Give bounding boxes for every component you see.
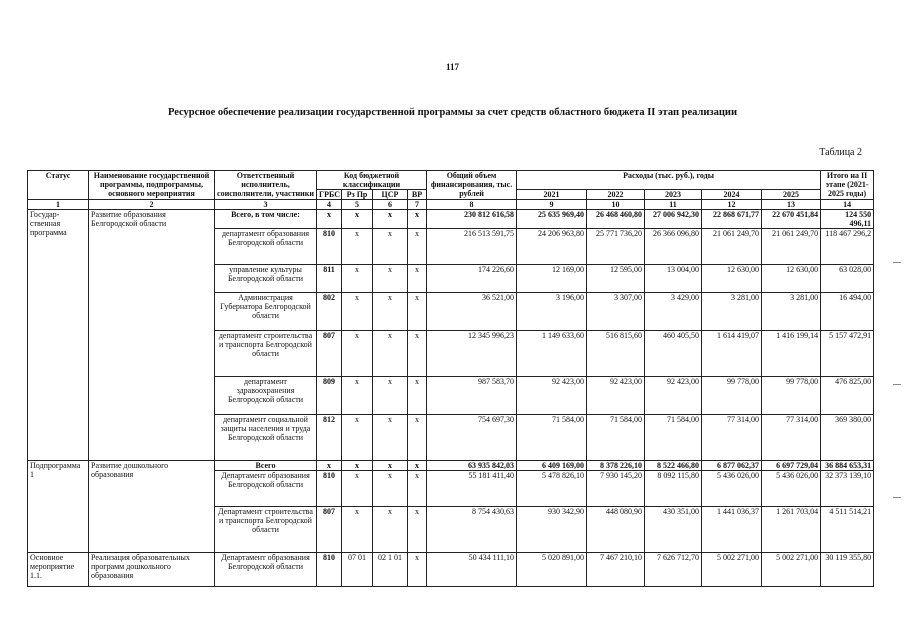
row-rz-pr: х [342, 471, 373, 507]
row-2024: 5 002 271,00 [702, 553, 762, 587]
row-rz-pr: х [342, 507, 373, 553]
row-executor: Всего [215, 461, 317, 471]
row-2022: 3 307,00 [587, 293, 645, 331]
row-2022: 71 584,00 [587, 415, 645, 461]
row-vr: х [408, 377, 427, 415]
row-total-volume: 63 935 842,03 [427, 461, 517, 471]
row-csr: х [373, 377, 408, 415]
row-vr: х [408, 229, 427, 265]
row-total-volume: 987 583,70 [427, 377, 517, 415]
row-2021: 25 635 969,40 [517, 210, 587, 229]
row-csr: х [373, 507, 408, 553]
row-2024: 21 061 249,70 [702, 229, 762, 265]
row-2024: 22 868 671,77 [702, 210, 762, 229]
row-2025: 99 778,00 [762, 377, 821, 415]
row-2021: 5 020 891,00 [517, 553, 587, 587]
row-2023: 460 405,50 [645, 331, 702, 377]
column-number: 6 [373, 200, 408, 210]
row-2021: 24 206 963,80 [517, 229, 587, 265]
row-stage-total: 476 825,00 [821, 377, 874, 415]
row-grbs: 807 [317, 507, 342, 553]
row-2024: 6 877 062,37 [702, 461, 762, 471]
column-number: 2 [89, 200, 215, 210]
row-grbs: 802 [317, 293, 342, 331]
row-2023: 8 522 466,80 [645, 461, 702, 471]
row-total-volume: 8 754 430,63 [427, 507, 517, 553]
row-2024: 77 314,00 [702, 415, 762, 461]
header-2025: 2025 [762, 190, 821, 200]
row-2021: 71 584,00 [517, 415, 587, 461]
row-2023: 430 351,00 [645, 507, 702, 553]
table-row [28, 461, 874, 471]
row-2023: 8 092 115,80 [645, 471, 702, 507]
row-vr: х [408, 471, 427, 507]
row-vr: х [408, 461, 427, 471]
row-2023: 92 423,00 [645, 377, 702, 415]
row-rz-pr: х [342, 265, 373, 293]
row-vr: х [408, 415, 427, 461]
column-number: 11 [645, 200, 702, 210]
column-number: 10 [587, 200, 645, 210]
row-grbs: 807 [317, 331, 342, 377]
header-rz-pr: Рз Пр [342, 190, 373, 200]
row-2025: 12 630,00 [762, 265, 821, 293]
row-2022: 8 378 226,10 [587, 461, 645, 471]
row-executor: Департамент образования Белгородской области [215, 553, 317, 587]
row-executor: департамент образования Белгородской области [215, 229, 317, 265]
row-2025: 3 281,00 [762, 293, 821, 331]
row-stage-total: 32 373 139,10 [821, 471, 874, 507]
column-number: 14 [821, 200, 874, 210]
row-2022: 25 771 736,20 [587, 229, 645, 265]
margin-mark [893, 262, 901, 263]
column-number: 9 [517, 200, 587, 210]
row-stage-total: 4 511 514,21 [821, 507, 874, 553]
column-number-row [28, 200, 874, 210]
row-2025: 21 061 249,70 [762, 229, 821, 265]
row-2021: 5 478 826,10 [517, 471, 587, 507]
table-row [28, 210, 874, 229]
row-2025: 6 697 729,04 [762, 461, 821, 471]
row-2021: 3 196,00 [517, 293, 587, 331]
row-2023: 27 006 942,30 [645, 210, 702, 229]
row-2023: 7 626 712,70 [645, 553, 702, 587]
row-stage-total: 16 494,00 [821, 293, 874, 331]
margin-mark [893, 497, 901, 498]
row-rz-pr: х [342, 415, 373, 461]
row-status: Основное мероприятие 1.1. [28, 553, 89, 587]
row-total-volume: 216 513 591,75 [427, 229, 517, 265]
row-2022: 92 423,00 [587, 377, 645, 415]
row-rz-pr: х [342, 331, 373, 377]
row-csr: х [373, 461, 408, 471]
row-2022: 448 080,90 [587, 507, 645, 553]
row-2024: 1 614 419,07 [702, 331, 762, 377]
document-title: Ресурсное обеспечение реализации государственной программы за счет средств областного бюджета II этап реализации [167, 107, 738, 118]
row-csr: х [373, 229, 408, 265]
row-total-volume: 12 345 996,23 [427, 331, 517, 377]
resource-table-container [27, 170, 873, 587]
row-2024: 5 436 026,00 [702, 471, 762, 507]
header-name: Наименование государственной программы, подпрограммы, основного мероприятия [89, 171, 215, 200]
row-2021: 12 169,00 [517, 265, 587, 293]
margin-mark [893, 384, 901, 385]
row-2022: 7 467 210,10 [587, 553, 645, 587]
header-status: Статус [28, 171, 89, 200]
row-csr: х [373, 210, 408, 229]
row-grbs: 809 [317, 377, 342, 415]
header-2021: 2021 [517, 190, 587, 200]
row-executor: Всего, в том числе: [215, 210, 317, 229]
row-program-name: Развитие дошкольного образования [89, 461, 215, 553]
header-csr: ЦСР [373, 190, 408, 200]
row-stage-total: 369 380,00 [821, 415, 874, 461]
row-stage-total: 30 119 355,80 [821, 553, 874, 587]
row-status: Подпрограмма 1 [28, 461, 89, 553]
row-2025: 1 416 199,14 [762, 331, 821, 377]
row-grbs: 810 [317, 471, 342, 507]
row-rz-pr: 07 01 [342, 553, 373, 587]
row-stage-total: 63 028,00 [821, 265, 874, 293]
row-stage-total: 118 467 296,2 [821, 229, 874, 265]
row-2024: 12 630,00 [702, 265, 762, 293]
row-2025: 77 314,00 [762, 415, 821, 461]
column-number: 7 [408, 200, 427, 210]
table-label: Таблица 2 [819, 147, 862, 158]
column-number: 12 [702, 200, 762, 210]
row-stage-total: 5 157 472,91 [821, 331, 874, 377]
row-status: Государ-ственная программа [28, 210, 89, 461]
header-total-volume: Общий объем финансирования, тыс. рублей [427, 171, 517, 200]
row-csr: х [373, 471, 408, 507]
row-2022: 7 930 145,20 [587, 471, 645, 507]
row-total-volume: 55 181 411,40 [427, 471, 517, 507]
column-number: 13 [762, 200, 821, 210]
row-grbs: х [317, 461, 342, 471]
row-2023: 13 004,00 [645, 265, 702, 293]
row-grbs: 810 [317, 229, 342, 265]
row-csr: х [373, 331, 408, 377]
row-stage-total: 124 550 496,11 [821, 210, 874, 229]
header-2022: 2022 [587, 190, 645, 200]
row-total-volume: 50 434 111,10 [427, 553, 517, 587]
row-2023: 26 366 096,80 [645, 229, 702, 265]
row-vr: х [408, 265, 427, 293]
row-2024: 3 281,00 [702, 293, 762, 331]
row-total-volume: 36 521,00 [427, 293, 517, 331]
column-number: 1 [28, 200, 89, 210]
column-number: 5 [342, 200, 373, 210]
column-number: 8 [427, 200, 517, 210]
header-row-1 [28, 171, 874, 190]
header-budget-code: Код бюджетной классификации [317, 171, 427, 190]
resource-table [27, 170, 874, 587]
header-executor: Ответственный исполнитель, соисполнители, участники [215, 171, 317, 200]
row-total-volume: 754 697,30 [427, 415, 517, 461]
row-executor: Департамент образования Белгородской области [215, 471, 317, 507]
row-rz-pr: х [342, 210, 373, 229]
header-2023: 2023 [645, 190, 702, 200]
row-csr: 02 1 01 [373, 553, 408, 587]
row-2023: 71 584,00 [645, 415, 702, 461]
row-program-name: Развитие образования Белгородской области [89, 210, 215, 461]
row-2022: 26 468 460,80 [587, 210, 645, 229]
row-2024: 1 441 036,37 [702, 507, 762, 553]
row-executor: департамент социальной защиты населения и труда Белгородской области [215, 415, 317, 461]
row-csr: х [373, 265, 408, 293]
row-rz-pr: х [342, 293, 373, 331]
header-2024: 2024 [702, 190, 762, 200]
row-2024: 99 778,00 [702, 377, 762, 415]
column-number: 3 [215, 200, 317, 210]
row-executor: департамент здравоохранения Белгородской области [215, 377, 317, 415]
header-expenses: Расходы (тыс. руб.), годы [517, 171, 821, 190]
row-executor: Департамент строительства и транспорта Белгородской области [215, 507, 317, 553]
header-stage-total: Итого на II этапе (2021-2025 годы) [821, 171, 874, 200]
row-executor: управление культуры Белгородской области [215, 265, 317, 293]
column-number: 4 [317, 200, 342, 210]
row-2021: 1 149 633,60 [517, 331, 587, 377]
row-stage-total: 36 884 653,31 [821, 461, 874, 471]
table-body [28, 210, 874, 587]
row-vr: х [408, 331, 427, 377]
row-program-name: Реализация образовательных программ дошкольного образования [89, 553, 215, 587]
row-vr: х [408, 293, 427, 331]
row-grbs: 811 [317, 265, 342, 293]
row-vr: х [408, 553, 427, 587]
row-executor: департамент строительства и транспорта Белгородской области [215, 331, 317, 377]
row-2022: 516 815,60 [587, 331, 645, 377]
row-total-volume: 174 226,60 [427, 265, 517, 293]
row-2025: 5 436 026,00 [762, 471, 821, 507]
row-2022: 12 595,00 [587, 265, 645, 293]
row-rz-pr: х [342, 377, 373, 415]
row-executor: Администрация Губернатора Белгородской области [215, 293, 317, 331]
row-2025: 22 670 451,84 [762, 210, 821, 229]
row-grbs: 812 [317, 415, 342, 461]
row-csr: х [373, 415, 408, 461]
row-csr: х [373, 293, 408, 331]
row-2021: 6 409 169,00 [517, 461, 587, 471]
row-2025: 5 002 271,00 [762, 553, 821, 587]
table-row [28, 553, 874, 587]
page-number: 117 [445, 62, 459, 72]
row-2021: 92 423,00 [517, 377, 587, 415]
header-grbs: ГРБС [317, 190, 342, 200]
row-2025: 1 261 703,04 [762, 507, 821, 553]
row-grbs: 810 [317, 553, 342, 587]
row-2023: 3 429,00 [645, 293, 702, 331]
row-vr: х [408, 507, 427, 553]
row-total-volume: 230 812 616,58 [427, 210, 517, 229]
row-rz-pr: х [342, 461, 373, 471]
row-rz-pr: х [342, 229, 373, 265]
row-2021: 930 342,90 [517, 507, 587, 553]
header-vr: ВР [408, 190, 427, 200]
row-vr: х [408, 210, 427, 229]
row-grbs: х [317, 210, 342, 229]
